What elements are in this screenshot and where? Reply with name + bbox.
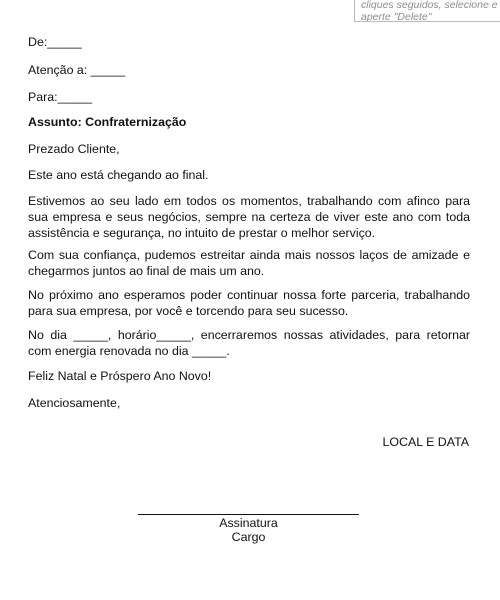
helper-note-line-1: cliques seguidos, selecione e (361, 0, 498, 11)
local-and-date[interactable]: LOCAL E DATA (382, 435, 469, 449)
to-field[interactable]: Para:_____ (28, 90, 93, 104)
helper-note-line-2: aperte "Delete" (361, 11, 432, 22)
attention-field[interactable]: Atenção a: _____ (28, 63, 126, 77)
signature-label: Assinatura (219, 516, 278, 530)
closing: Atenciosamente, (28, 396, 121, 410)
paragraph-5: No dia _____, horário_____, encerraremos nossas atividades, para retornar com energia renovada no dia _____. (28, 328, 470, 358)
from-field[interactable]: De:_____ (28, 35, 82, 49)
greeting: Prezado Cliente, (28, 142, 120, 156)
subject-line: Assunto: Confraternização (28, 115, 187, 129)
helper-note-box (354, 0, 500, 22)
holiday-greeting: Feliz Natal e Próspero Ano Novo! (28, 369, 212, 383)
position-label: Cargo (231, 530, 266, 544)
paragraph-4: No próximo ano esperamos poder continuar nossa forte parceria, trabalhando para sua empresa, por você e torcendo para seu sucesso. (28, 288, 470, 318)
paragraph-1: Este ano está chegando ao final. (28, 168, 209, 182)
paragraph-3: Com sua confiança, pudemos estreitar ainda mais nossos laços de amizade e chegarmos juntos ao final de mais um ano. (28, 248, 470, 278)
paragraph-2: Estivemos ao seu lado em todos os momentos, trabalhando com afinco para sua empresa e seus negócios, sempre na certeza de viver este ano com toda assistência e segurança, no intuito de prestar o melhor serviço. (28, 194, 470, 240)
